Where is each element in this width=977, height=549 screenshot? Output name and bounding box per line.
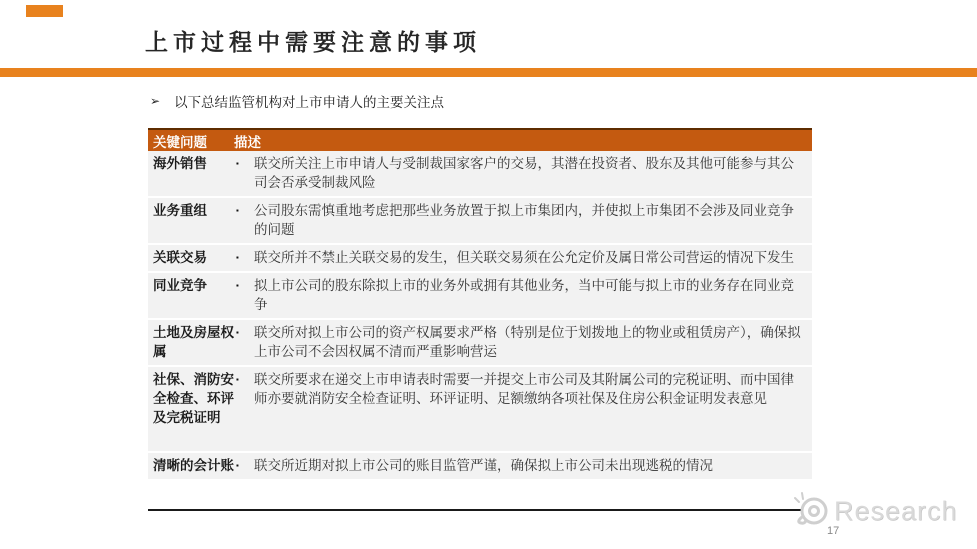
row-desc	[234, 154, 812, 192]
row-desc-text: 联交所要求在递交上市申请表时需要一并提交上市公司及其附属公司的完税证明、而中国律师亦要就消防安全检查证明、环评证明、足额缴纳各项社保及住房公积金证明发表意见	[254, 372, 794, 406]
square-bullet-icon: ▪	[236, 328, 239, 337]
square-bullet-icon: ▪	[236, 461, 239, 470]
table-header-key: 关键问题	[153, 134, 207, 150]
title-divider-bar	[0, 68, 977, 77]
table-row	[148, 198, 812, 245]
table-row	[148, 151, 812, 198]
research-logo	[788, 490, 958, 532]
intro-line	[150, 91, 444, 111]
logo-text: Research	[834, 495, 958, 526]
arrow-bullet-icon: ➢	[150, 94, 161, 108]
row-desc	[234, 323, 812, 361]
row-desc	[234, 456, 812, 475]
row-key: 清晰的会计账	[153, 458, 234, 473]
square-bullet-icon: ▪	[236, 281, 239, 290]
magnifier-face-icon	[788, 490, 832, 532]
table-row	[148, 320, 812, 367]
row-desc	[234, 248, 812, 267]
square-bullet-icon: ▪	[236, 159, 239, 168]
row-desc-text: 联交所近期对拟上市公司的账目监管严谨，确保拟上市公司未出现逃税的情况	[254, 458, 713, 473]
square-bullet-icon: ▪	[236, 253, 239, 262]
table-row	[148, 245, 812, 273]
row-desc-text: 公司股东需慎重地考虑把那些业务放置于拟上市集团内，并使拟上市集团不会涉及同业竞争的问题	[254, 203, 794, 237]
square-bullet-icon: ▪	[236, 375, 239, 384]
key-issues-table	[148, 128, 812, 481]
row-key: 海外销售	[153, 156, 207, 171]
footer-divider-line	[148, 509, 803, 511]
table-row	[148, 367, 812, 453]
row-desc-text: 联交所关注上市申请人与受制裁国家客户的交易，其潜在投资者、股东及其他可能参与其公司会否承受制裁风险	[254, 156, 794, 190]
row-desc	[234, 201, 812, 239]
table-row	[148, 453, 812, 481]
row-desc	[234, 276, 812, 314]
square-bullet-icon: ▪	[236, 206, 239, 215]
row-desc-text: 联交所对拟上市公司的资产权属要求严格（特别是位于划拨地上的物业或租赁房产），确保拟上市公司不会因权属不清而严重影响营运	[254, 325, 801, 359]
row-desc	[234, 370, 812, 427]
page-title: 上市过程中需要注意的事项	[145, 30, 481, 55]
table-header-desc: 描述	[234, 134, 261, 150]
row-key: 同业竞争	[153, 278, 207, 293]
table-header-row	[148, 128, 812, 151]
top-left-accent-bar	[26, 5, 63, 17]
table-row	[148, 273, 812, 320]
page-number: 17	[827, 525, 840, 537]
row-key: 土地及房屋权属	[153, 325, 234, 359]
row-key: 关联交易	[153, 250, 207, 265]
row-key: 社保、消防安全检查、环评及完税证明	[153, 372, 234, 425]
row-key: 业务重组	[153, 203, 207, 218]
intro-text: 以下总结监管机构对上市申请人的主要关注点	[174, 95, 445, 110]
row-desc-text: 联交所并不禁止关联交易的发生，但关联交易须在公允定价及属日常公司营运的情况下发生	[254, 250, 794, 265]
row-desc-text: 拟上市公司的股东除拟上市的业务外或拥有其他业务，当中可能与拟上市的业务存在同业竞争	[254, 278, 794, 312]
